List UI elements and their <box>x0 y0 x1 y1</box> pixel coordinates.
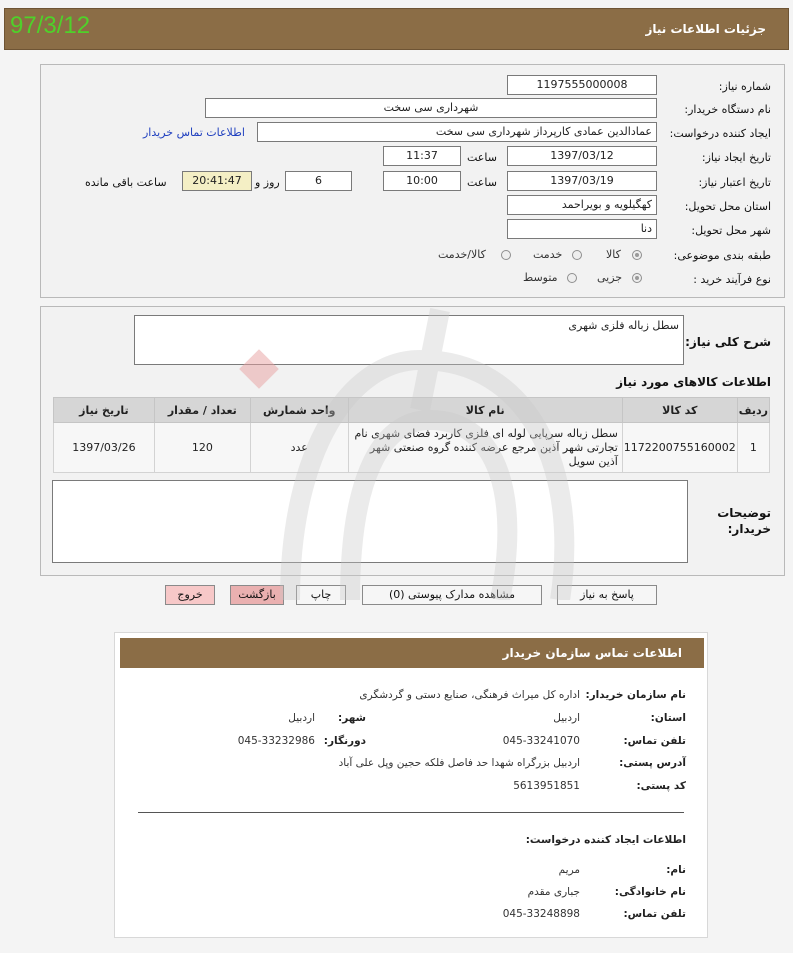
date-stamp: 97/3/12 <box>10 12 91 39</box>
page-title: جزئیات اطلاعات نیاز <box>645 22 766 36</box>
buyer-notes-textarea[interactable] <box>52 480 688 563</box>
category-option-service: خدمت <box>533 248 563 261</box>
items-table-header <box>54 398 770 423</box>
col-row: ردیف <box>737 398 769 423</box>
days-remaining-field: 6 <box>285 171 352 191</box>
created-time-field: 11:37 <box>383 146 461 166</box>
col-date: تاریخ نیاز <box>54 398 155 423</box>
contact-divider <box>138 812 684 813</box>
cell-name: سطل زباله سرپایی لوله ای فلزی کاربرد فضای شهری نام تجارتی شهر آذین مرجع عرضه کننده گروه صنعتی شهر آذین سویل <box>348 423 622 473</box>
cell-code: 1172200755160002 <box>622 423 737 473</box>
table-row <box>54 423 770 473</box>
requester-phone-label: تلفن تماس: <box>623 908 686 920</box>
city-label: شهر محل تحویل: <box>691 224 771 237</box>
time-remaining-label: ساعت باقی مانده <box>85 176 167 189</box>
description-text: سطل زباله فلزی شهری <box>568 319 679 332</box>
print-button[interactable]: چاپ <box>296 585 346 605</box>
contact-fax-label: دورنگار: <box>323 735 366 747</box>
col-name: نام کالا <box>348 398 622 423</box>
requester-name-value: مریم <box>558 864 580 876</box>
requester-name-label: نام: <box>666 864 686 876</box>
page-header <box>4 8 789 50</box>
description-textarea[interactable] <box>134 315 684 365</box>
cell-date: 1397/03/26 <box>54 423 155 473</box>
col-code: کد کالا <box>622 398 737 423</box>
reply-button[interactable]: پاسخ به نیاز <box>557 585 657 605</box>
city-field: دنا <box>507 219 657 239</box>
need-number-field: 1197555000008 <box>507 75 657 95</box>
contact-postal-value: 5613951851 <box>513 780 580 792</box>
validity-date-label: تاریخ اعتبار نیاز: <box>698 176 771 189</box>
buyer-contact-header <box>120 638 704 668</box>
contact-city-label: شهر: <box>338 712 366 724</box>
buyer-contact-link[interactable]: اطلاعات تماس خریدار <box>143 126 245 139</box>
province-field: کهگیلویه و بویراحمد <box>507 195 657 215</box>
province-label: استان محل تحویل: <box>684 200 771 213</box>
cell-row: 1 <box>737 423 769 473</box>
days-label: روز و <box>255 176 280 189</box>
description-label: شرح کلی نیاز: <box>685 335 771 349</box>
contact-phone-value: 045-33241070 <box>502 735 580 747</box>
back-button[interactable]: بازگشت <box>230 585 284 605</box>
buyer-contact-title: اطلاعات تماس سازمان خریدار <box>502 646 682 660</box>
category-option-goods: کالا <box>606 248 621 261</box>
col-qty: تعداد / مقدار <box>154 398 250 423</box>
view-documents-button[interactable]: مشاهده مدارک پیوستی (0) <box>362 585 542 605</box>
contact-province-label: استان: <box>650 712 686 724</box>
items-table <box>53 397 770 473</box>
requester-family-label: نام خانوادگی: <box>614 886 686 898</box>
requester-field: عمادالدین عمادی کارپرداز شهرداری سی سخت <box>257 122 657 142</box>
contact-postal-label: کد پستی: <box>636 780 686 792</box>
category-option-both: کالا/خدمت <box>438 248 486 261</box>
process-radio-minor[interactable] <box>632 273 642 283</box>
contact-address-value: اردبیل بزرگراه شهدا حد فاصل فلکه حجین وپل علی آباد <box>338 757 580 769</box>
contact-org-value: اداره کل میراث فرهنگی، صنایع دستی و گردشگری <box>359 689 580 701</box>
validity-time-field: 10:00 <box>383 171 461 191</box>
process-radio-medium[interactable] <box>567 273 577 283</box>
created-time-label: ساعت <box>467 151 497 164</box>
process-option-medium: متوسط <box>523 271 558 284</box>
contact-fax-value: 045-33232986 <box>237 735 315 747</box>
buyer-org-field: شهرداری سی سخت <box>205 98 657 118</box>
exit-button[interactable]: خروج <box>165 585 215 605</box>
process-option-minor: جزیی <box>597 271 623 284</box>
requester-section-title: اطلاعات ایجاد کننده درخواست: <box>525 834 686 846</box>
contact-city-value: اردبیل <box>288 712 315 724</box>
validity-date-field: 1397/03/19 <box>507 171 657 191</box>
buyer-notes-label: توضیحات خریدار: <box>717 506 771 536</box>
validity-time-label: ساعت <box>467 176 497 189</box>
requester-label: ایجاد کننده درخواست: <box>669 127 771 140</box>
category-radio-service[interactable] <box>572 250 582 260</box>
need-number-label: شماره نیاز: <box>718 80 771 93</box>
contact-org-label: نام سازمان خریدار: <box>585 689 686 701</box>
category-radio-goods[interactable] <box>632 250 642 260</box>
cell-qty: 120 <box>154 423 250 473</box>
category-radio-both[interactable] <box>501 250 511 260</box>
cell-unit: عدد <box>250 423 348 473</box>
items-section-title: اطلاعات کالاهای مورد نیاز <box>616 375 771 389</box>
category-label: طبقه بندی موضوعی: <box>673 249 771 262</box>
requester-phone-value: 045-33248898 <box>502 908 580 920</box>
created-date-field: 1397/03/12 <box>507 146 657 166</box>
created-date-label: تاریخ ایجاد نیاز: <box>701 151 771 164</box>
buyer-org-label: نام دستگاه خریدار: <box>684 103 771 116</box>
contact-address-label: آدرس پستی: <box>619 757 686 769</box>
requester-family-value: جباری مقدم <box>527 886 580 898</box>
process-label: نوع فرآیند خرید : <box>693 273 771 286</box>
col-unit: واحد شمارش <box>250 398 348 423</box>
contact-phone-label: تلفن تماس: <box>623 735 686 747</box>
contact-province-value: اردبیل <box>553 712 580 724</box>
time-remaining-field: 20:41:47 <box>182 171 252 191</box>
